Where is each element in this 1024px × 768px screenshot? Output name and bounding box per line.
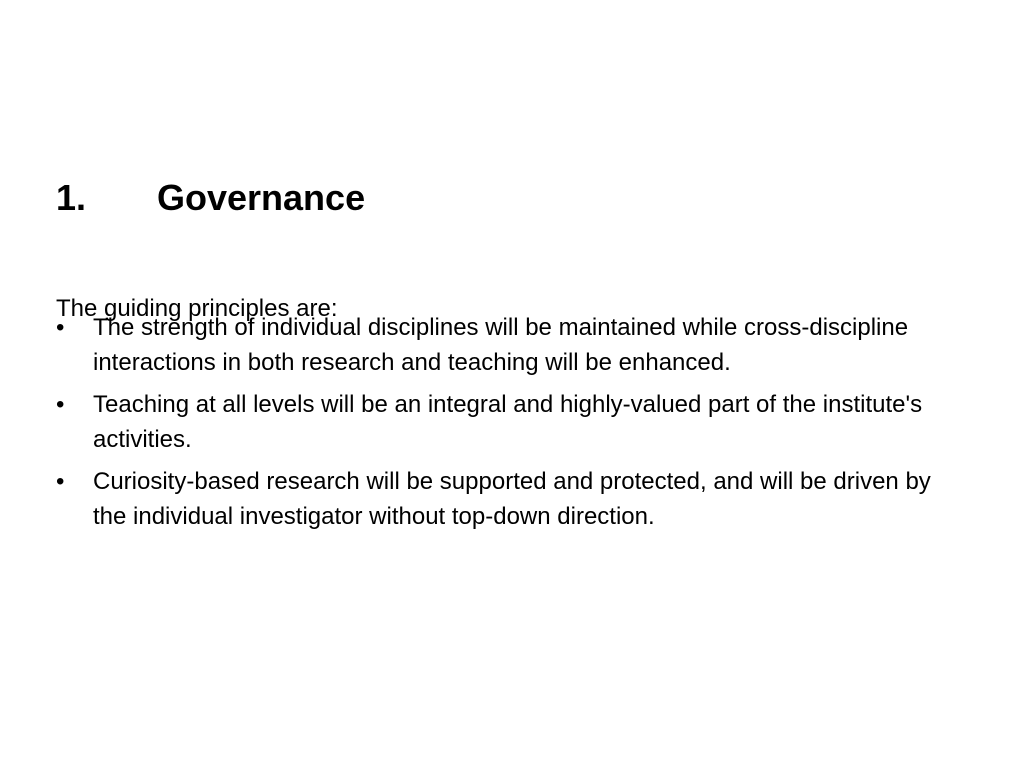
principle-item-2	[56, 387, 966, 457]
bullet-icon: •	[56, 391, 65, 418]
principle-text-3: Curiosity-based research will be supported and protected, and will be driven by the individual investigator without top-down direction.	[93, 468, 931, 530]
section-heading	[56, 177, 365, 219]
principle-item-3	[56, 464, 966, 534]
principle-text-1: The strength of individual disciplines will be maintained while cross-discipline interactions in both research and teaching will be enhanced.	[93, 314, 909, 376]
principle-text-2: Teaching at all levels will be an integral and highly-valued part of the institute's activities.	[93, 391, 923, 453]
bullet-icon: •	[56, 314, 65, 341]
principle-item-1	[56, 310, 966, 380]
section-number: 1.	[56, 177, 87, 219]
principles-list	[56, 310, 966, 541]
section-title: Governance	[157, 177, 366, 219]
principles-intro: The guiding principles are:	[56, 295, 338, 322]
bullet-icon: •	[56, 468, 65, 495]
